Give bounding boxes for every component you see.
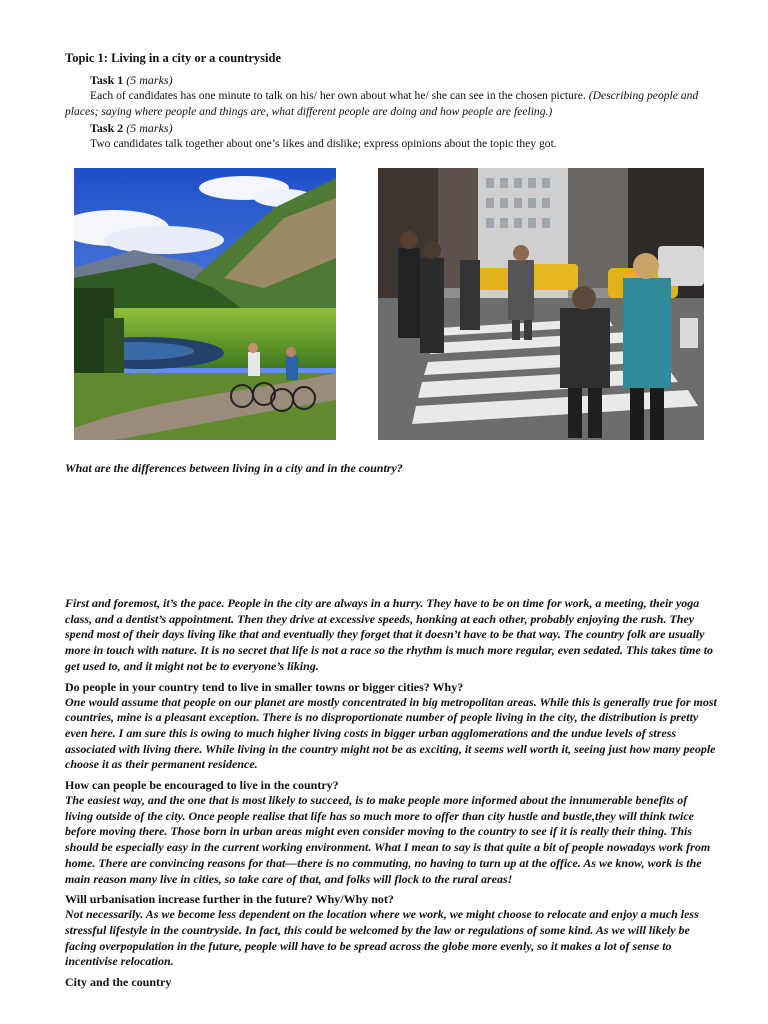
- section-title: City and the country: [65, 975, 172, 990]
- answer-3: The easiest way, and the one that is most likely to succeed, is to make people more informed about the innumerable benefits of living outside of the city. Once people realise that life has so much more to offer than city hustle and bustle,they will think twice before moving there. Those born in urban areas might even consider moving to the country to see if it is really their thing. This should be especially easy in the current working environment. What I mean to say is that quite a bit of people nowadays work from home. There are convincing reasons for that—there is no commuting, no having to turn up at the office. As we know, work is the main reason many live in cities, so take care of that, and folks will flock to the rural areas!: [65, 793, 711, 886]
- task2-label: Task 2: [90, 121, 124, 135]
- answer-4: Not necessarily. As we become less dependent on the location where we work, we might choose to relocate and enjoy a much less stressful lifestyle in the countryside. In fact, this could be welcomed by the law or regulations of some kind. As we will likely be facing overpopulation in the future, people will have to be spread across the globe more evenly, so it makes a lot of sense to incentivise relocation.: [65, 907, 699, 969]
- task2-body: [65, 136, 715, 152]
- task1-label: Task 1: [90, 73, 124, 87]
- task1-body: [65, 88, 715, 120]
- task2-marks: (5 marks): [126, 121, 173, 135]
- city-street-photo-illustration: [378, 168, 704, 440]
- task2-text: Two candidates talk together about one’s likes and dislike; express opinions about the topic they got.: [90, 137, 557, 150]
- topic-title: Topic 1: Living in a city or a countryside: [65, 51, 281, 65]
- picture-row: [74, 168, 704, 440]
- document-page: [65, 50, 715, 152]
- task2-heading: [90, 120, 715, 136]
- question-3: How can people be encouraged to live in the country?: [65, 778, 339, 793]
- city-street-photo: [378, 168, 704, 440]
- task1-heading: [90, 72, 715, 88]
- task1-marks: (5 marks): [126, 73, 173, 87]
- answer-1: First and foremost, it’s the pace. People in the city are always in a hurry. They have to be on time for work, a meeting, their yoga class, and a dentist’s appointment. Then they drive at excessive speeds, honking at each other, probably enjoying the rush. They spend most of their days living like that and eventually they forget that it doesn’t have to be that way. The country folk are usually more in touch with nature. It is no secret that life is not a race so the rhythm is much more regular, even sedated. This takes time to get used to, and it might not be to everyone’s liking.: [65, 596, 714, 673]
- question-4: Will urbanisation increase further in the future? Why/Why not?: [65, 892, 394, 907]
- countryside-photo: [74, 168, 336, 440]
- task1-text: Each of candidates has one minute to talk on his/ her own about what he/ she can see in the chosen picture.: [90, 89, 586, 102]
- answers-section: [65, 596, 717, 990]
- countryside-photo-illustration: [74, 168, 336, 440]
- task1-note: (Describing people and places; saying where people and things are, what different people are doing and how people are feeling.): [65, 89, 699, 118]
- question-2: Do people in your country tend to live in smaller towns or bigger cities? Why?: [65, 679, 464, 694]
- question-intro: What are the differences between living in a city and in the country?: [65, 461, 403, 475]
- answer-2: One would assume that people on our planet are mostly concentrated in big metropolitan areas. While this is generally true for most countries, mine is a pleasant exception. There is no disproportionate number of people living in the city, the distribution is pretty even here. I am sure this is owing to much higher living costs in bigger urban agglomerations and the undue levels of stress associated with living there. While living in the country might not be as exciting, it seems well worth it, seeing just how many people choose it as their permanent residence.: [65, 694, 717, 772]
